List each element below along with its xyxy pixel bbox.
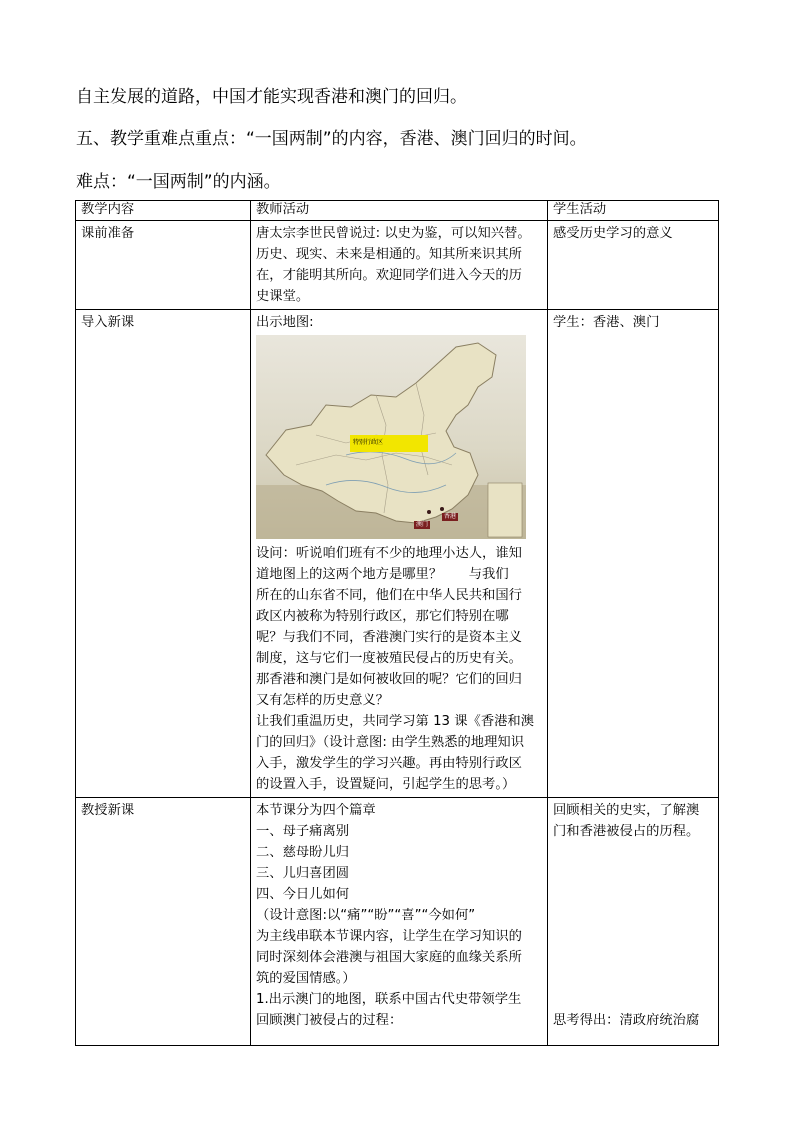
text-line: 三、儿归喜团圆 [256,866,350,881]
table-row [76,310,719,798]
china-map-graphic [256,335,526,539]
key-points-line: 五、教学重难点重点：“一国两制”的内容，香港、澳门回归的时间。 [76,129,587,149]
text-line: 感受历史学习的意义 [553,226,673,241]
table-row [76,798,719,1046]
header-student: 学生活动 [548,201,719,221]
text-line: 回顾澳门被侵占的过程： [256,1013,403,1028]
text-line: 学生：香港、澳门 [553,315,660,330]
intro-line-1: 自主发展的道路，中国才能实现香港和澳门的回归。 [76,87,467,107]
text-line: 本节课分为四个篇章 [256,803,376,818]
map-label-region: 特别行政区 [353,439,384,446]
row-content: 课前准备 [76,221,251,310]
text-line: （设计意图:以“痛”“盼”“喜”“今如何” [256,908,476,923]
header-teacher: 教师活动 [251,201,548,221]
text-line: 唐太宗李世民曾说过: 以史为鉴，可以知兴替。 [256,226,531,241]
row-content: 导入新课 [76,310,251,798]
text-line: 让我们重温历史，共同学习第 13 课《香港和澳 [256,714,535,729]
text-line: 那香港和澳门是如何被收回的呢？它们的回归 [256,672,522,687]
text-line: 在，才能明其所向。欢迎同学们进入今天的历 [256,268,522,283]
text-line: 所在的山东省不同，他们在中华人民共和国行 [256,588,522,603]
text-line: 回顾相关的史实，了解澳 [553,803,700,818]
map-label-hongkong: 香港 [444,513,457,520]
text-line: 同时深刻体会港澳与祖国大家庭的血缘关系所 [256,950,522,965]
header-content: 教学内容 [76,201,251,221]
text-line: 又有怎样的历史意义？ [256,693,389,708]
text-line: 设问：听说咱们班有不少的地理小达人，谁知 [256,546,522,561]
text-line: 入手，激发学生的学习兴趣。再由特别行政区 [256,756,522,771]
text-line: 一、母子痛离别 [256,824,350,839]
map-label-macau: 澳门 [416,521,429,528]
text-line: 历史、现实、未来是相通的。知其所来识其所 [256,247,522,262]
text-line: 道地图上的这两个地方是哪里？ 与我们 [256,567,509,582]
china-map-image [256,335,526,539]
table-header-row [76,201,719,221]
row-teacher-activity [251,221,548,310]
text-line: 政区内被称为特别行政区，那它们特别在哪 [256,609,509,624]
text-line: 1.出示澳门的地图，联系中国古代史带领学生 [256,992,522,1007]
text-line: 门的回归》（设计意图: 由学生熟悉的地理知识 [256,735,524,750]
row-student-activity [548,310,719,798]
text-line: 门和香港被侵占的历程。 [553,824,700,839]
row-teacher-activity [251,310,548,798]
text-line: 二、慈母盼儿归 [256,845,350,860]
text-line: 出示地图: [256,315,314,330]
text-line: 筑的爱国情感。） [256,971,356,986]
row-teacher-activity [251,798,548,1046]
spacer [553,842,713,1010]
row-content: 教授新课 [76,798,251,1046]
text-line: 为主线串联本节课内容，让学生在学习知识的 [256,929,522,944]
text-line: 四、今日儿如何 [256,887,350,902]
text-line: 制度，这与它们一度被殖民侵占的历史有关。 [256,651,522,666]
row-student-activity [548,221,719,310]
lesson-plan-table [75,200,719,1046]
difficulty-line: 难点：“一国两制”的内涵。 [76,172,281,192]
text-line: 呢？与我们不同，香港澳门实行的是资本主义 [256,630,522,645]
text-line: 史课堂。 [256,289,310,304]
text-line: 的设置入手，设置疑问，引起学生的思考。） [256,777,516,792]
row-student-activity [548,798,719,1046]
text-line: 思考得出：清政府统治腐 [553,1013,700,1028]
table-row [76,221,719,310]
